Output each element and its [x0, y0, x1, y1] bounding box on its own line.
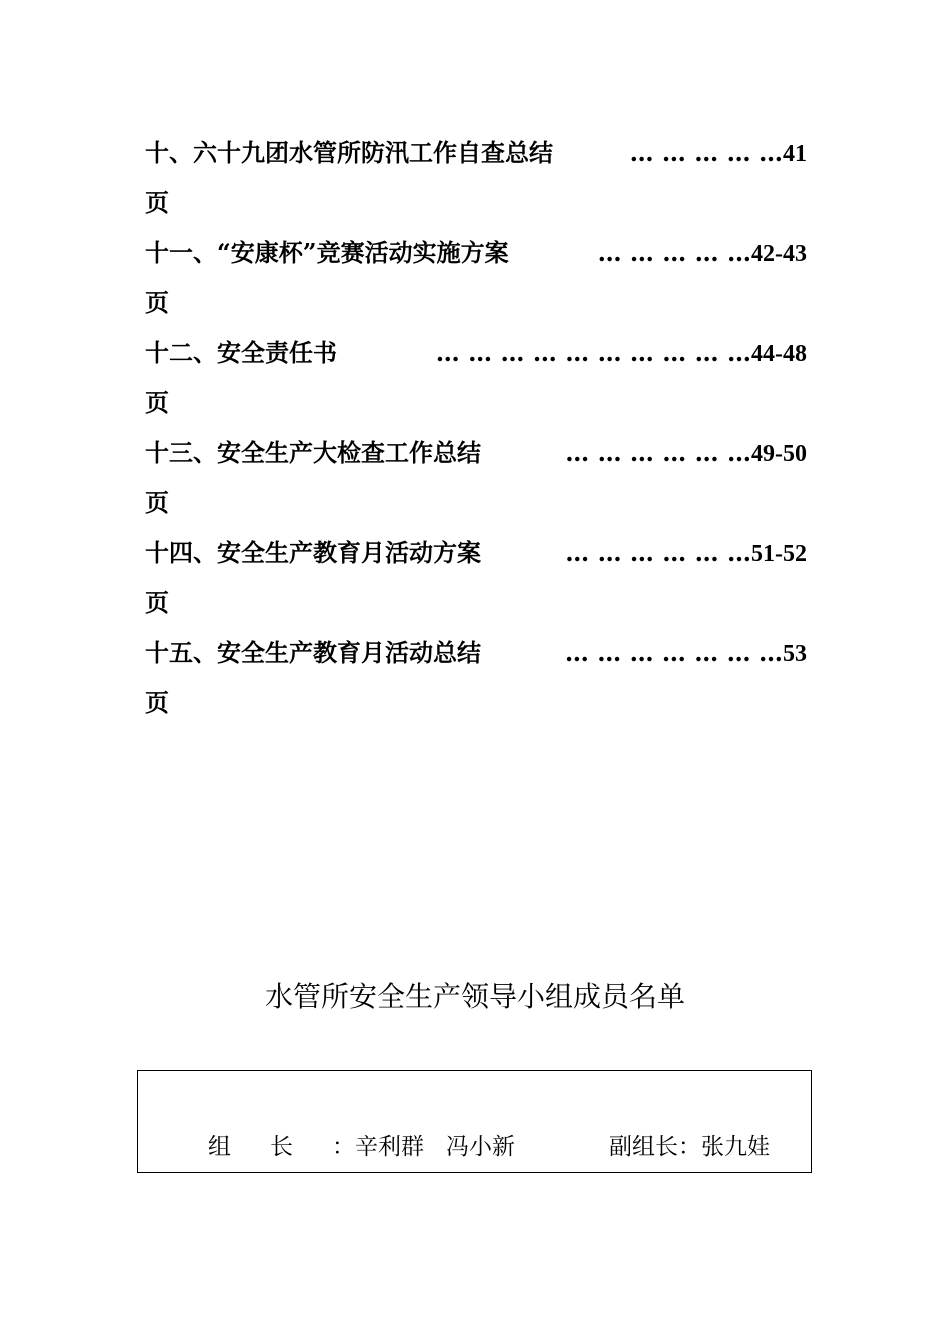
- toc-leader-dots: … … … … …: [629, 138, 783, 167]
- leader-colon: ：: [332, 1134, 355, 1160]
- deputy-colon: ：: [678, 1134, 701, 1160]
- toc-page-unit: 页: [145, 188, 169, 217]
- toc-page-number: 44-48: [751, 341, 807, 367]
- leader-label: 组长: [208, 1134, 332, 1160]
- toc-leader-dots: … … … … … … … … … …: [435, 338, 751, 367]
- toc-line: [145, 128, 807, 178]
- toc-page-number: 53: [783, 641, 807, 667]
- toc-leader-dots: … … … … …: [597, 238, 751, 267]
- toc-leader-dots: … … … … … …: [565, 538, 751, 567]
- deputy-leader-label: 副组长: [609, 1134, 678, 1160]
- toc-page-unit: 页: [145, 688, 169, 717]
- toc-page-number: 49-50: [751, 441, 807, 467]
- toc-title: 十二、安全责任书: [145, 338, 337, 367]
- toc-entry[interactable]: [145, 428, 807, 528]
- section-title: 水管所安全生产领导小组成员名单: [264, 980, 685, 1013]
- toc-line: [145, 528, 807, 578]
- toc-page-number: 51-52: [751, 541, 807, 567]
- toc-title: 十四、安全生产教育月活动方案: [145, 538, 481, 567]
- toc-entry[interactable]: [145, 328, 807, 428]
- toc-leader-dots: … … … … … … …: [564, 638, 783, 667]
- toc-entry[interactable]: [145, 628, 807, 728]
- toc-title: 十三、安全生产大检查工作总结: [145, 438, 481, 467]
- toc-entry[interactable]: [145, 528, 807, 628]
- member-row: [208, 1131, 770, 1163]
- toc-title: 十、六十九团水管所防汛工作自查总结: [145, 138, 553, 167]
- toc-line: [145, 428, 807, 478]
- toc-entry[interactable]: [145, 128, 807, 228]
- toc-entry[interactable]: [145, 228, 807, 328]
- toc-title: 十五、安全生产教育月活动总结: [145, 638, 481, 667]
- toc-page-number: 41: [783, 141, 807, 167]
- toc-page-unit: 页: [145, 588, 169, 617]
- toc-page-number: 42-43: [751, 241, 807, 267]
- leader-name: 辛利群: [355, 1134, 424, 1160]
- table-of-contents: [145, 128, 807, 728]
- deputy-leader-name: 张九娃: [701, 1134, 770, 1160]
- toc-page-unit: 页: [145, 488, 169, 517]
- toc-line: [145, 328, 807, 378]
- toc-line: [145, 628, 807, 678]
- toc-page-unit: 页: [145, 288, 169, 317]
- toc-leader-dots: … … … … … …: [565, 438, 751, 467]
- member-list-box: [137, 1070, 812, 1173]
- toc-line: [145, 228, 807, 278]
- toc-page-unit: 页: [145, 388, 169, 417]
- leader-name: 冯小新: [446, 1134, 515, 1160]
- toc-title: 十一、“安康杯”竞赛活动实施方案: [145, 238, 509, 267]
